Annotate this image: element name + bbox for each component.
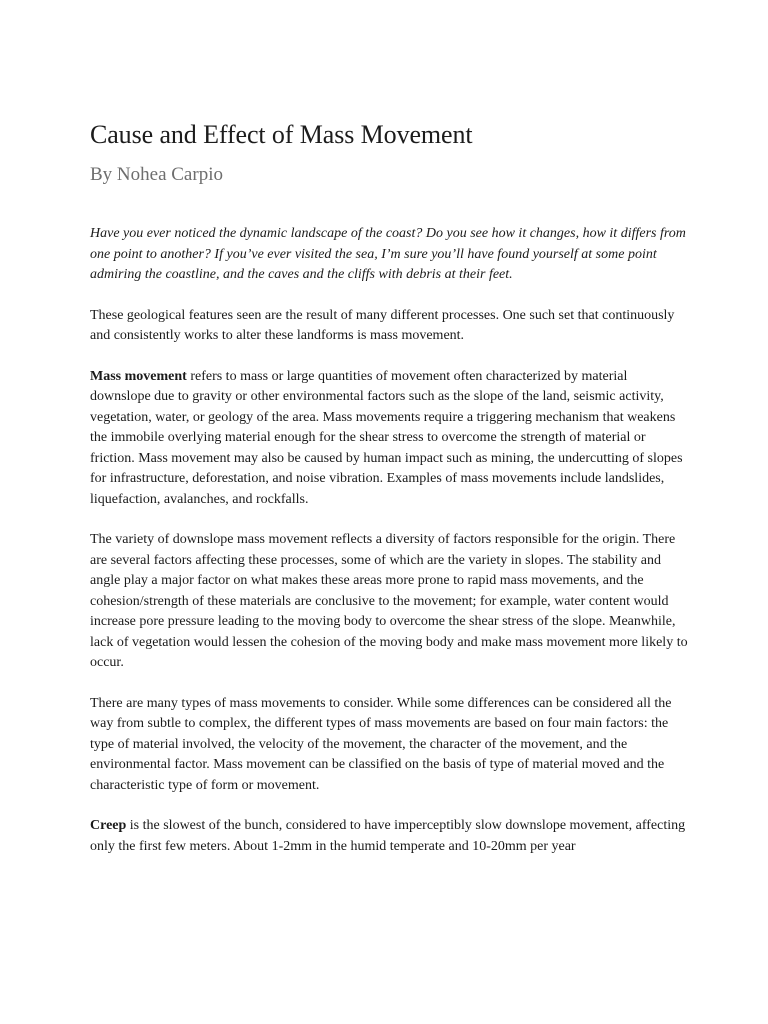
- paragraph-types: There are many types of mass movements to consider. While some differences can be considered all the way from subtle to complex, the different types of mass movements are based on four main factors: the type of material involved, the velocity of the movement, the character of the movement, and the environmental factor. Mass movement can be classified on the basis of type of material moved and the characteristic type of form or movement.: [90, 695, 672, 793]
- article-byline: By Nohea Carpio: [90, 164, 223, 185]
- article: [90, 118, 690, 857]
- term-mass-movement: Mass movement: [90, 368, 187, 384]
- article-title: Cause and Effect of Mass Movement: [90, 120, 473, 149]
- intro-paragraph: Have you ever noticed the dynamic landscape of the coast? Do you see how it changes, how it differs from one point to another? If you’ve ever visited the sea, I’m sure you’ll have found yourself at some point admiring the coastline, and the caves and the cliffs with debris at their feet.: [90, 226, 686, 282]
- paragraph-mass-movement-text: refers to mass or large quantities of movement often characterized by material downslope due to gravity or other environmental factors such as the slope of the land, seismic activity, vegetation, water, or geology of the area. Mass movements require a triggering mechanism that weakens the immobile overlying material enough for the shear stress to overcome the strength of material or friction. Mass movement may also be caused by human impact such as mining, the undercutting of slopes for infrastructure, deforestation, and noise vibration. Examples of mass movements include landslides, liquefaction, avalanches, and rockfalls.: [90, 368, 683, 507]
- paragraph-mass-movement-definition: [90, 367, 690, 511]
- paragraph-creep: [90, 816, 690, 857]
- paragraph-creep-text: is the slowest of the bunch, considered to have imperceptibly slow downslope movement, affecting only the first few meters. About 1-2mm in the humid temperate and 10-20mm per year: [90, 818, 686, 854]
- paragraph-geological-features: These geological features seen are the result of many different processes. One such set that continuously and consistently works to alter these landforms is mass movement.: [90, 307, 675, 343]
- term-creep: Creep: [90, 818, 127, 833]
- paragraph-factors: The variety of downslope mass movement reflects a diversity of factors responsible for the origin. There are several factors affecting these processes, some of which are the variety in slopes. The stability and angle play a major factor on what makes these areas more prone to rapid mass movements, and the cohesion/strength of these materials are conclusive to the movement; for example, water content would increase pore pressure leading to the moving body to overcome the shear stress of the slope. Meanwhile, lack of vegetation would lessen the cohesion of the moving body and make mass movement more likely to occur.: [90, 532, 688, 670]
